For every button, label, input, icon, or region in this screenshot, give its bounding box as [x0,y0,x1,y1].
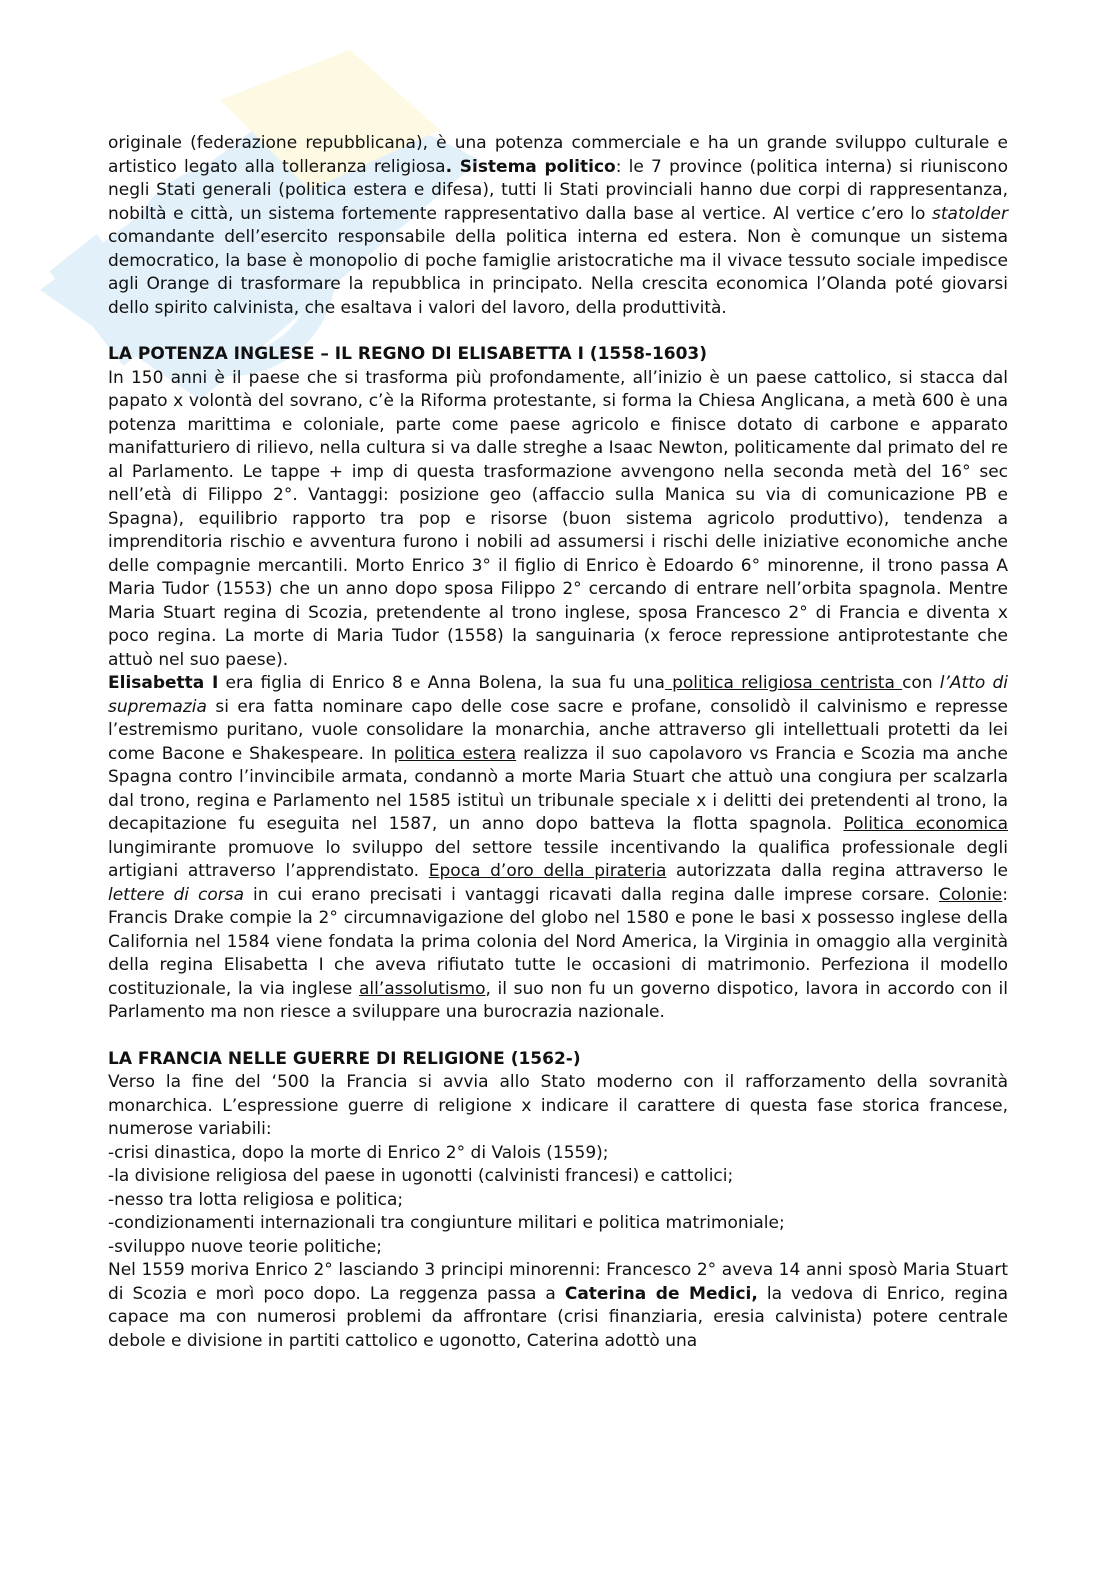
list-item: -sviluppo nuove teorie politiche; [108,1236,382,1257]
underline-colonie: Colonie [938,884,1003,905]
underline-politica-economica: Politica economica [843,814,1009,834]
list-item: -crisi dinastica, dopo la morte di Enrico 2° di Valois (1559); [108,1142,609,1163]
bold-caterina: Caterina de Medici, [564,1283,758,1304]
bold-elisabetta: Elisabetta I [108,673,219,693]
underline-pirateria: Epoca d’oro della pirateria [428,861,667,881]
heading-francia: LA FRANCIA NELLE GUERRE DI RELIGIONE (1562-) [108,1048,581,1069]
paragraph-elisabetta: Elisabetta I era figlia di Enrico 8 e Anna Bolena, la sua fu una politica religiosa centrista con l’Atto di supremazia si era fatta nominare capo delle cose sacre e profane, consolidò il calvinismo e represse l’estremismo puritano, vuole consolidare la monarchia, anche attraverso gli intellettuali protetti da lei come Bacone e Shakespeare. In politica estera realizza il suo capolavoro vs Francia e Scozia ma anche Spagna contro l’invincibile armata, condannò a morte Maria Stuart che attuò una congiura per scalzarla dal trono, regina e Parlamento nel 1585 istituì un tribunale speciale x i delitti dei pretendenti al trono, la decapitazione fu eseguita nel 1587, un anno dopo batteva la flotta spagnola. Politica economica lungimirante promuove lo sviluppo del settore tessile incentivando la qualifica professionale degli artigiani attraverso l’apprendistato. Epoca d’oro della pirateria autorizzata dalla regina attraverso le lettere di corsa in cui erano precisati i vantaggi ricavati dalla regina dalle imprese corsare. Colonie: Francis Drake compie la 2° circumnavigazione del globo nel 1580 e pone le basi x possesso inglese della California nel 1584 viene fondata la prima colonia del Nord America, la Virginia in omaggio alla verginità della regina Elisabetta I che aveva rifiutato tutte le occasioni di matrimonio. Perfeziona il modello costituzionale, la via inglese all’assolutismo, il suo non fu un governo dispotico, lavora in accordo con il Parlamento ma non riesce a sviluppare una burocrazia nazionale. [108,673,1009,1022]
italic-atto-supremazia: l’Atto di supremazia [108,673,1008,717]
paragraph-caterina: Nel 1559 moriva Enrico 2° lasciando 3 principi minorenni: Francesco 2° aveva 14 anni sposò Maria Stuart di Scozia e morì poco dopo. La reggenza passa a Caterina de Medici, la vedova di Enrico, regina capace ma con numerosi problemi da affrontare (crisi finanziaria, eresia calvinista) potere centrale debole e divisione in partiti cattolico e ugonotto, Caterina adottò una [108,1260,1008,1351]
list-item: -nesso tra lotta religiosa e politica; [108,1189,404,1210]
list-item: -la divisione religiosa del paese in ugonotti (calvinisti francesi) e cattolici; [108,1166,734,1186]
bold-sistema-politico: . Sistema politico [445,156,616,177]
heading-potenza-inglese: LA POTENZA INGLESE – IL REGNO DI ELISABETTA I (1558-1603) [108,344,708,364]
underline-politica-estera: politica estera [393,743,517,764]
underline-politica-religiosa: politica religiosa centrista [664,673,903,693]
paragraph-francia-intro: Verso la fine del ‘500 la Francia si avvia allo Stato moderno con il rafforzamento della sovranità monarchica. L’espressione guerre di religione x indicare il carattere di questa fase storica francese, numerose variabili: [108,1072,1008,1139]
paragraph-olanda: originale (federazione repubblicana), è una potenza commerciale e ha un grande sviluppo culturale e artistico legato alla tolleranza religiosa. Sistema politico: le 7 province (politica interna) si riuniscono negli Stati generali (politica estera e difesa), tutti li Stati provinciali hanno due corpi di rappresentanza, nobiltà e città, un sistema fortemente rappresentativo dalla base al vertice. Al vertice c’ero lo statolder comandante dell’esercito responsabile della politica interna ed estera. Non è comunque un sistema democratico, la base è monopolio di poche famiglie aristocratiche ma il vivace tessuto sociale impedisce agli Orange di trasformare la repubblica in principato. Nella crescita economica l’Olanda poté giovarsi dello spirito calvinista, che esaltava i valori del lavoro, della produttività. [108,133,1008,318]
paragraph-inghilterra: In 150 anni è il paese che si trasforma più profondamente, all’inizio è un paese cattolico, si stacca dal papato x volontà del sovrano, c’è la Riforma protestante, si forma la Chiesa Anglicana, a metà 600 è una potenza marittima e coloniale, parte come paese agricolo e finisce dotato di carbone e apparato manifatturiero di rilievo, nella cultura si va dalle streghe a Isaac Newton, politicamente dal primato del re al Parlamento. Le tappe + imp di questa trasformazione avvengono nella seconda metà del 16° sec nell’età di Filippo 2°. Vantaggi: posizione geo (affaccio sulla Manica su via di comunicazione PB e Spagna), equilibrio rapporto tra pop e risorse (buon sistema agricolo produttivo), tendenza a imprenditoria rischio e avventura furono i nobili ad assumersi i rischi delle iniziative economiche anche delle compagnie mercantili. Morto Enrico 3° il figlio di Enrico è Edoardo 6° minorenne, il trono passa A Maria Tudor (1553) che un anno dopo sposa Filippo 2° cercando di entrare nell’orbita spagnola. Mentre Maria Stuart regina di Scozia, pretendente al trono inglese, sposa Francesco 2° di Francia e diventa x poco regina. La morte di Maria Tudor (1558) la sanguinaria (x feroce repressione antiprotestante che attuò nel suo paese). [108,367,1008,670]
document-page [108,132,1008,1353]
italic-statolder: statolder [932,203,1008,224]
italic-lettere-corsa: lettere di corsa [108,884,244,905]
underline-assolutismo: all’assolutismo [358,978,486,999]
list-item: -condizionamenti internazionali tra congiunture militari e politica matrimoniale; [108,1213,785,1233]
